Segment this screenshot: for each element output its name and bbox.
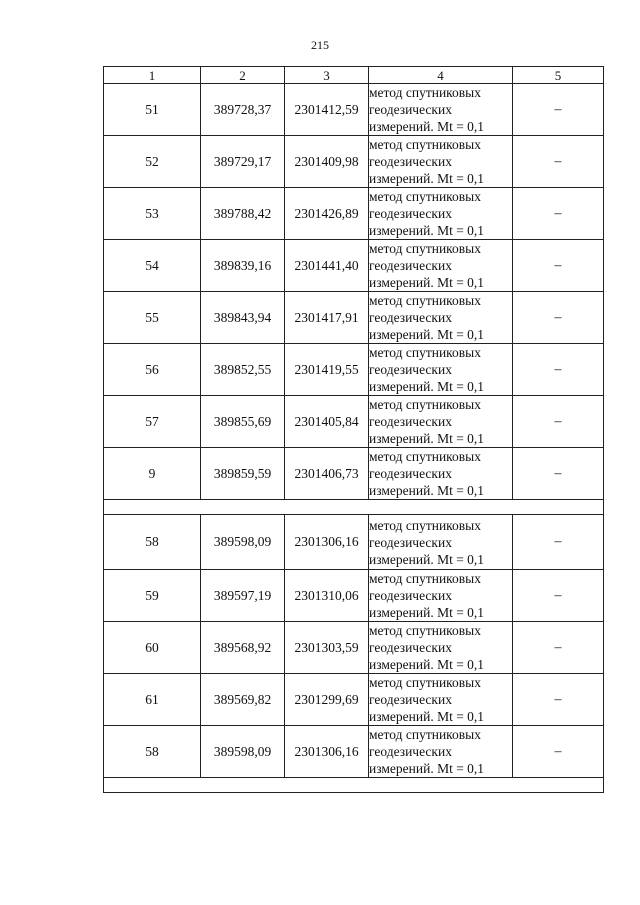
method-line: геодезических xyxy=(369,466,452,481)
method-line: измерений. Mt = 0,1 xyxy=(369,379,485,394)
x-coordinate-cell: 389598,09 xyxy=(201,726,285,778)
x-coordinate-cell: 389855,69 xyxy=(201,396,285,448)
y-coordinate-cell: 2301426,89 xyxy=(285,188,369,240)
method-cell xyxy=(369,674,513,726)
y-coordinate-cell: 2301417,91 xyxy=(285,292,369,344)
x-coordinate-cell: 389728,37 xyxy=(201,84,285,136)
x-coordinate-cell: 389569,82 xyxy=(201,674,285,726)
y-coordinate-cell: 2301310,06 xyxy=(285,570,369,622)
method-line: метод спутниковых xyxy=(369,571,481,586)
point-number-cell: 52 xyxy=(104,136,201,188)
point-number-cell: 60 xyxy=(104,622,201,674)
table-body xyxy=(104,84,604,793)
note-cell: – xyxy=(513,188,604,240)
x-coordinate-cell: 389852,55 xyxy=(201,344,285,396)
method-line: измерений. Mt = 0,1 xyxy=(369,709,485,724)
table-row xyxy=(104,188,604,240)
method-line: метод спутниковых xyxy=(369,241,481,256)
x-coordinate-cell: 389788,42 xyxy=(201,188,285,240)
note-cell: – xyxy=(513,726,604,778)
table-row xyxy=(104,344,604,396)
y-coordinate-cell: 2301299,69 xyxy=(285,674,369,726)
method-line: метод спутниковых xyxy=(369,293,481,308)
method-line: измерений. Mt = 0,1 xyxy=(369,551,485,567)
method-line: метод спутниковых xyxy=(369,397,481,412)
note-cell: – xyxy=(513,84,604,136)
method-cell xyxy=(369,515,513,570)
method-line: геодезических xyxy=(369,102,452,117)
method-cell xyxy=(369,570,513,622)
point-number-cell: 58 xyxy=(104,515,201,570)
y-coordinate-cell: 2301306,16 xyxy=(285,515,369,570)
method-line: метод спутниковых xyxy=(369,449,481,464)
method-line: измерений. Mt = 0,1 xyxy=(369,605,485,620)
point-number-cell: 53 xyxy=(104,188,201,240)
note-cell: – xyxy=(513,344,604,396)
method-line: геодезических xyxy=(369,692,452,707)
table-row xyxy=(104,515,604,570)
method-line: метод спутниковых xyxy=(369,727,481,742)
method-line: геодезических xyxy=(369,206,452,221)
y-coordinate-cell: 2301405,84 xyxy=(285,396,369,448)
method-line: геодезических xyxy=(369,640,452,655)
method-line: метод спутниковых xyxy=(369,85,481,100)
x-coordinate-cell: 389597,19 xyxy=(201,570,285,622)
y-coordinate-cell: 2301419,55 xyxy=(285,344,369,396)
method-line: геодезических xyxy=(369,154,452,169)
method-cell xyxy=(369,396,513,448)
point-number-cell: 9 xyxy=(104,448,201,500)
point-number-cell: 56 xyxy=(104,344,201,396)
point-number-cell: 57 xyxy=(104,396,201,448)
method-line: метод спутниковых xyxy=(369,517,481,533)
method-line: геодезических xyxy=(369,534,452,550)
column-header: 3 xyxy=(285,67,369,84)
x-coordinate-cell: 389859,59 xyxy=(201,448,285,500)
note-cell: – xyxy=(513,674,604,726)
x-coordinate-cell: 389598,09 xyxy=(201,515,285,570)
spacer-row xyxy=(104,500,604,515)
method-line: геодезических xyxy=(369,414,452,429)
spacer-cell xyxy=(104,500,604,515)
coordinates-table xyxy=(103,66,604,793)
method-cell xyxy=(369,448,513,500)
point-number-cell: 58 xyxy=(104,726,201,778)
table-row xyxy=(104,240,604,292)
method-cell xyxy=(369,136,513,188)
spacer-row xyxy=(104,778,604,793)
method-cell xyxy=(369,188,513,240)
x-coordinate-cell: 389839,16 xyxy=(201,240,285,292)
note-cell: – xyxy=(513,292,604,344)
x-coordinate-cell: 389843,94 xyxy=(201,292,285,344)
method-line: геодезических xyxy=(369,258,452,273)
column-header: 2 xyxy=(201,67,285,84)
method-line: метод спутниковых xyxy=(369,189,481,204)
page-number: 215 xyxy=(311,38,329,52)
method-line: метод спутниковых xyxy=(369,137,481,152)
note-cell: – xyxy=(513,396,604,448)
method-line: измерений. Mt = 0,1 xyxy=(369,275,485,290)
table-row xyxy=(104,396,604,448)
method-line: измерений. Mt = 0,1 xyxy=(369,761,485,776)
y-coordinate-cell: 2301406,73 xyxy=(285,448,369,500)
column-header: 1 xyxy=(104,67,201,84)
table-row xyxy=(104,136,604,188)
method-line: измерений. Mt = 0,1 xyxy=(369,223,485,238)
method-cell xyxy=(369,292,513,344)
table-row xyxy=(104,726,604,778)
method-line: геодезических xyxy=(369,588,452,603)
note-cell: – xyxy=(513,240,604,292)
method-line: измерений. Mt = 0,1 xyxy=(369,483,485,498)
method-line: геодезических xyxy=(369,362,452,377)
table-row xyxy=(104,292,604,344)
point-number-cell: 61 xyxy=(104,674,201,726)
x-coordinate-cell: 389568,92 xyxy=(201,622,285,674)
method-cell xyxy=(369,726,513,778)
x-coordinate-cell: 389729,17 xyxy=(201,136,285,188)
method-line: геодезических xyxy=(369,310,452,325)
y-coordinate-cell: 2301409,98 xyxy=(285,136,369,188)
column-header: 4 xyxy=(369,67,513,84)
method-line: измерений. Mt = 0,1 xyxy=(369,171,485,186)
method-cell xyxy=(369,344,513,396)
spacer-cell xyxy=(104,778,604,793)
method-line: метод спутниковых xyxy=(369,623,481,638)
note-cell: – xyxy=(513,515,604,570)
method-line: метод спутниковых xyxy=(369,345,481,360)
table-row xyxy=(104,674,604,726)
point-number-cell: 55 xyxy=(104,292,201,344)
point-number-cell: 54 xyxy=(104,240,201,292)
table-row xyxy=(104,84,604,136)
method-cell xyxy=(369,240,513,292)
y-coordinate-cell: 2301303,59 xyxy=(285,622,369,674)
y-coordinate-cell: 2301441,40 xyxy=(285,240,369,292)
y-coordinate-cell: 2301412,59 xyxy=(285,84,369,136)
note-cell: – xyxy=(513,448,604,500)
header-row xyxy=(104,67,604,84)
note-cell: – xyxy=(513,570,604,622)
method-line: метод спутниковых xyxy=(369,675,481,690)
method-line: геодезических xyxy=(369,744,452,759)
note-cell: – xyxy=(513,136,604,188)
table-row xyxy=(104,570,604,622)
column-header: 5 xyxy=(513,67,604,84)
note-cell: – xyxy=(513,622,604,674)
method-line: измерений. Mt = 0,1 xyxy=(369,431,485,446)
y-coordinate-cell: 2301306,16 xyxy=(285,726,369,778)
table-row xyxy=(104,622,604,674)
table-row xyxy=(104,448,604,500)
method-cell xyxy=(369,84,513,136)
point-number-cell: 59 xyxy=(104,570,201,622)
method-cell xyxy=(369,622,513,674)
point-number-cell: 51 xyxy=(104,84,201,136)
method-line: измерений. Mt = 0,1 xyxy=(369,327,485,342)
method-line: измерений. Mt = 0,1 xyxy=(369,119,485,134)
method-line: измерений. Mt = 0,1 xyxy=(369,657,485,672)
